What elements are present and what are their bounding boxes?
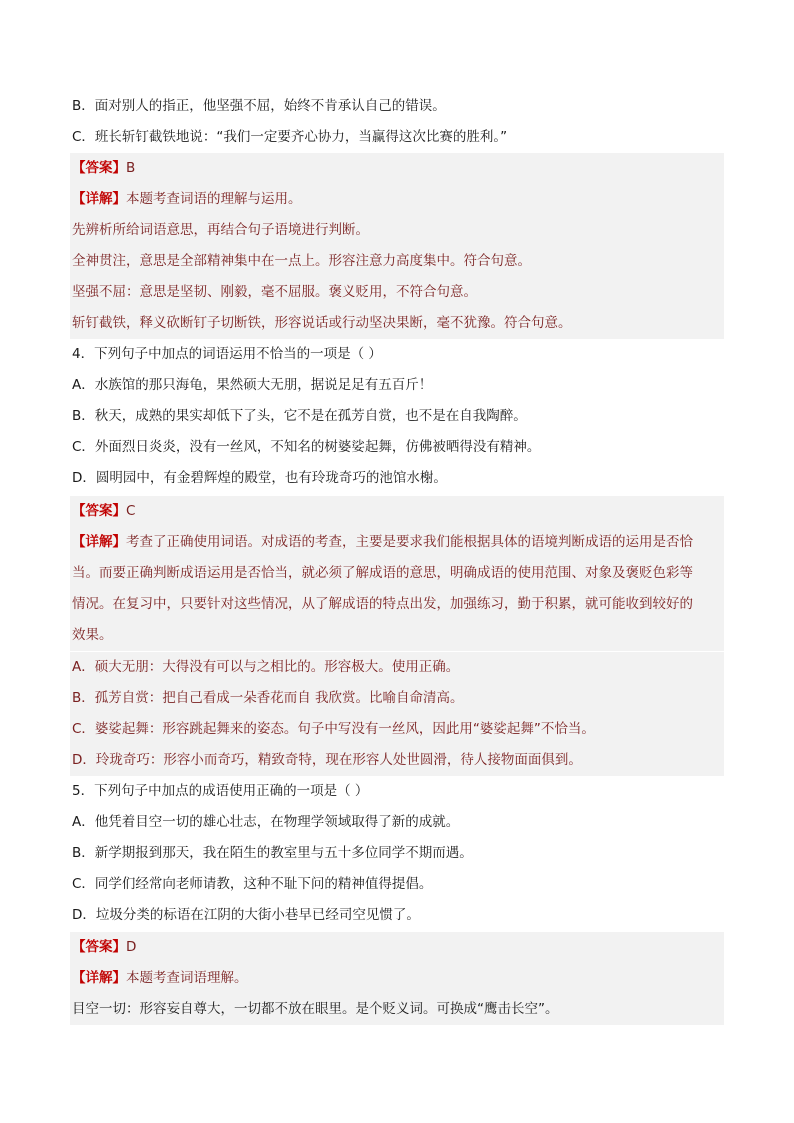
q4-detail-line (70, 527, 724, 558)
q3-detail-line (70, 184, 724, 215)
q4-option-d: D．圆明园中，有金碧辉煌的殿堂，也有玲珑奇巧的池馆水榭。 (72, 470, 447, 486)
q4-detail-line: A．硕大无朋：大得没有可以与之相比的。形容极大。使用正确。 (70, 652, 724, 683)
q5-detail-line: 目空一切：形容妄自尊大，一切都不放在眼里。是个贬义词。可换成“鹰击长空”。 (70, 994, 724, 1025)
q4-detail-line: D．玲珑奇巧：形容小而奇巧，精致奇特，现在形容人处世圆滑，待人接物面面俱到。 (70, 745, 724, 776)
answer-tag: 【答案】 (72, 503, 126, 519)
q4-option-a: A．水族馆的那只海龟，果然硕大无朋，据说足足有五百斤！ (72, 377, 433, 393)
q3-answer (70, 153, 724, 184)
detail-text: 考查了正确使用词语。对成语的考查，主要是要求我们能根据具体的语境判断成语的运用是否恰 (126, 534, 693, 550)
detail-text: 本题考查词语的理解与运用。 (126, 191, 302, 207)
q4-option-b: B．秋天，成熟的果实却低下了头，它不是在孤芳自赏，也不是在自我陶醉。 (72, 408, 527, 424)
q4-detail-line: 情况。在复习中，只要针对这些情况，从了解成语的特点出发，加强练习，勤于积累，就可能收到较好的 (70, 589, 724, 620)
answer-value: D (126, 939, 137, 955)
q5-answer (70, 932, 724, 963)
q5-detail-line (70, 963, 724, 994)
q5-option-a: A．他凭着目空一切的雄心壮志，在物理学领域取得了新的成就。 (72, 814, 460, 830)
q3-option-c: C．班长斩钉截铁地说：“我们一定要齐心协力，当赢得这次比赛的胜利。” (72, 129, 508, 145)
q4-detail-line: B．孤芳自赏：把自己看成一朵香花而自 我欣赏。比喻自命清高。 (70, 683, 724, 714)
detail-text: 本题考查词语理解。 (126, 970, 248, 986)
answer-tag: 【答案】 (72, 160, 126, 176)
q5-stem: 5．下列句子中加点的成语使用正确的一项是（ ） (72, 783, 369, 799)
q3-detail-line: 先辨析所给词语意思，再结合句子语境进行判断。 (70, 215, 724, 246)
q4-detail-line: C．婆娑起舞：形容跳起舞来的姿态。句子中写没有一丝风，因此用“婆娑起舞”不恰当。 (70, 714, 724, 745)
q4-detail-line: 效果。 (70, 620, 724, 651)
q4-detail-line: 当。而要正确判断成语运用是否恰当，就必须了解成语的意思，明确成语的使用范围、对象及褒贬色彩等 (70, 558, 724, 589)
q3-detail-line: 斩钉截铁，释义砍断钉子切断铁，形容说话或行动坚决果断，毫不犹豫。符合句意。 (70, 308, 724, 339)
answer-value: C (126, 503, 136, 519)
detail-tag: 【详解】 (72, 970, 126, 986)
answer-tag: 【答案】 (72, 939, 126, 955)
q4-option-c: C．外面烈日炎炎，没有一丝风，不知名的树婆娑起舞，仿佛被晒得没有精神。 (72, 439, 541, 455)
q4-stem: 4．下列句子中加点的词语运用不恰当的一项是（ ） (72, 346, 382, 362)
q5-option-b: B．新学期报到那天，我在陌生的教室里与五十多位同学不期而遇。 (72, 845, 473, 861)
q4-answer (70, 496, 724, 527)
q3-detail-line: 坚强不屈：意思是坚韧、刚毅，毫不屈服。褒义贬用，不符合句意。 (70, 277, 724, 308)
detail-tag: 【详解】 (72, 191, 126, 207)
q3-option-b: B．面对别人的指正，他坚强不屈，始终不肯承认自己的错误。 (72, 98, 446, 114)
q5-option-c: C．同学们经常向老师请教，这种不耻下问的精神值得提倡。 (72, 876, 433, 892)
q3-detail-line: 全神贯注，意思是全部精神集中在一点上。形容注意力高度集中。符合句意。 (70, 246, 724, 277)
q5-option-d: D．垃圾分类的标语在江阴的大街小巷早已经司空见惯了。 (72, 907, 420, 923)
detail-tag: 【详解】 (72, 534, 126, 550)
answer-value: B (126, 160, 136, 176)
